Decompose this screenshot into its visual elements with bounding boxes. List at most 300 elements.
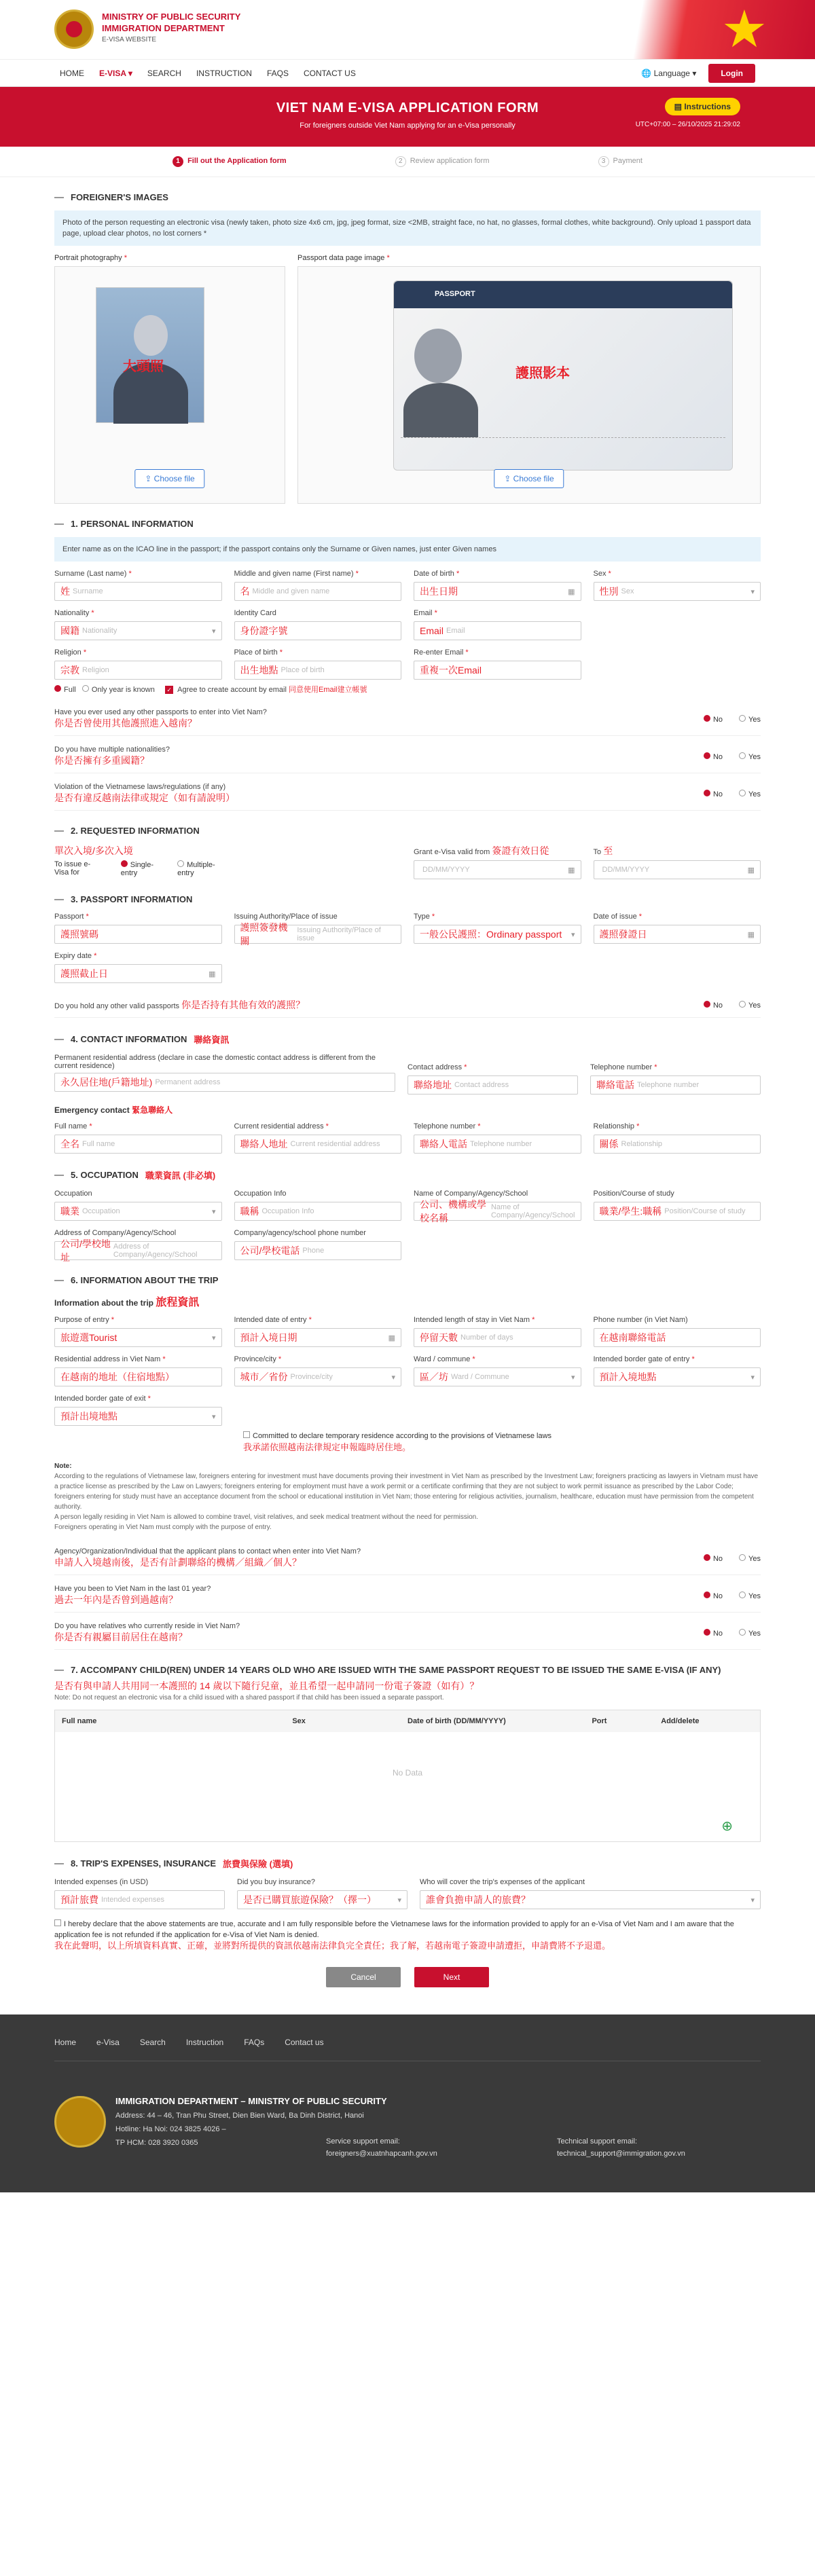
no-option[interactable]: No	[704, 1554, 723, 1563]
passport-field	[234, 913, 402, 944]
progress-steps	[0, 147, 815, 177]
footer-evisa[interactable]: e-Visa	[96, 2038, 120, 2047]
tech-email[interactable]: technical_support@immigration.gov.vn	[557, 2150, 685, 2158]
field-label: Nationality *	[54, 609, 94, 617]
question-zh: 你是否有親屬目前居住在越南？	[54, 1632, 187, 1642]
field-icon: ▾	[750, 1373, 755, 1382]
instructions-button[interactable]	[665, 98, 740, 115]
phone-value: 聯絡電話	[596, 1080, 634, 1090]
children-title-zh: 是否有與申請人共用同一本護照的 14 歲以下隨行兒童，並且希望一起申請同一份電子簽證（如有）？	[54, 1680, 479, 1691]
note-item-2: A person legally residing in Viet Nam is allowed to combine travel, visit relatives, and seek medical treatment without the need for permission.	[54, 1513, 479, 1521]
field-input[interactable]	[234, 661, 402, 680]
trip-field	[54, 1355, 222, 1386]
note-title: Note:	[54, 1462, 72, 1470]
field-placeholder: Ward / Commune	[451, 1373, 509, 1381]
field-value: 職業	[60, 1206, 79, 1217]
field-label: Ward / commune *	[414, 1355, 475, 1363]
yes-no-question	[54, 1579, 761, 1613]
upload-icon: ⇪	[145, 474, 152, 483]
field-icon: ▦	[209, 970, 216, 978]
no-option[interactable]: No	[704, 790, 723, 798]
no-option[interactable]	[704, 1001, 723, 1010]
page-subtitle: For foreigners outside Viet Nam applying for an e-Visa personally	[300, 122, 515, 130]
field-placeholder: Place of birth	[280, 666, 325, 674]
login-button[interactable]: Login	[708, 64, 755, 83]
field-placeholder: Telephone number	[470, 1140, 532, 1148]
book-icon: ▤	[674, 102, 682, 111]
field-placeholder: Full name	[82, 1140, 115, 1148]
footer-search[interactable]: Search	[139, 2038, 166, 2047]
trip-field	[234, 1355, 402, 1386]
field-label: Current residential address *	[234, 1122, 329, 1130]
images-section: FOREIGNER'S IMAGES Photo of the person requesting an electronic visa (newly taken, photo size 4x6 cm, jpg, jpeg format, size <2MB, straight face, no hat, no glasses, formal clothes, white background). Only upload 1 passport data page, upload clear photos, no lost corners * Portrait photography * 大頭照 ⇪ Choose file Passport data page image * PASSPORT 護照影本 ⇪ Choose file	[54, 192, 761, 504]
question-zh: 申請人入境越南後，是否有計劃聯絡的機構／組織／個人？	[54, 1557, 302, 1568]
passport-field	[54, 913, 222, 944]
field-input[interactable]	[414, 1199, 581, 1223]
field-label: Surname (Last name) *	[54, 570, 132, 578]
field-icon: ▦	[568, 587, 575, 596]
declare-text: I hereby declare that the above statements are true, accurate and I am fully responsible before the Vietnamese laws for the information provided to apply for an e-Visa of Viet Nam and I am aware that the application fee is not refunded if the application for e-Visa of Viet Nam is denied.	[54, 1920, 734, 1939]
field-input[interactable]	[414, 661, 581, 680]
question-zh: 過去一年內是否曾到過越南？	[54, 1594, 178, 1605]
col-port: Port	[592, 1717, 607, 1725]
field-value: 重複一次Email	[420, 665, 482, 676]
personal-section	[54, 519, 761, 811]
field-placeholder: Email	[446, 627, 465, 635]
page-title: VIET NAM E-VISA APPLICATION FORM	[276, 100, 539, 115]
language-label: Language ▾	[653, 68, 697, 78]
field-icon: ▾	[570, 930, 575, 939]
field-value: 全名	[60, 1139, 79, 1149]
choose-label: Choose file	[153, 474, 195, 483]
field-icon: ▾	[211, 1333, 216, 1342]
field-input[interactable]	[414, 1328, 581, 1347]
field-input[interactable]	[234, 922, 402, 946]
field-input[interactable]	[234, 1241, 402, 1260]
yes-option[interactable]: Yes	[739, 1629, 761, 1638]
passport-box	[297, 266, 761, 504]
field-input[interactable]	[54, 582, 222, 601]
field-input[interactable]	[594, 1135, 761, 1154]
yes-option[interactable]: Yes	[739, 715, 761, 724]
to-zh: 至	[603, 845, 613, 856]
globe-icon: 🌐	[641, 68, 652, 78]
portrait-box	[54, 266, 285, 504]
footer-contact[interactable]: Contact us	[285, 2038, 324, 2047]
personal-field	[234, 609, 402, 640]
server-time: UTC+07:00 – 26/10/2025 21:29:02	[635, 121, 740, 128]
field-input[interactable]	[237, 1890, 408, 1909]
field-icon: ▾	[391, 1373, 395, 1382]
agree-checkbox[interactable]: ✓	[165, 686, 173, 694]
field-icon: ▾	[750, 587, 755, 596]
yes-option[interactable]: Yes	[739, 752, 761, 761]
field-label: Who will cover the trip's expenses of the applicant	[420, 1878, 585, 1886]
field-label: Position/Course of study	[593, 1190, 674, 1198]
field-value: Email	[420, 625, 444, 636]
add-child-icon[interactable]: ⊕	[721, 1819, 733, 1834]
declare-zh: 我在此聲明，以上所填資料真實、正確，並將對所提供的資訊依越南法律負完全責任；我了解，若越南電子簽證申請遭拒，申請費將不予退還。	[54, 1940, 611, 1951]
to-issue-label: To issue e-Visa for	[54, 860, 91, 877]
commit-label: Committed to declare temporary residence according to the provisions of Vietnamese laws	[253, 1432, 552, 1440]
grant-from-input[interactable]: DD/MM/YYYY ▦	[414, 860, 581, 879]
nav-home[interactable]: HOME	[60, 68, 84, 78]
question-text: Do you have multiple nationalities?	[54, 746, 170, 754]
field-placeholder: Middle and given name	[252, 587, 330, 595]
dob-year-label: Only year is known	[91, 686, 155, 694]
expenses-title: 8. TRIP'S EXPENSES, INSURANCE	[71, 1858, 217, 1869]
field-value: 一般公民護照：Ordinary passport	[420, 929, 562, 940]
personal-field	[414, 648, 581, 680]
field-input[interactable]	[54, 1238, 222, 1263]
field-value: 宗教	[60, 665, 79, 676]
question-text: Do you have relatives who currently reside in Viet Nam?	[54, 1622, 240, 1630]
step-2-label: Review application form	[410, 157, 490, 165]
field-placeholder: Province/city	[290, 1373, 333, 1381]
contact-address-input[interactable]	[408, 1075, 578, 1094]
brand	[102, 11, 240, 45]
grant-to-input[interactable]: DD/MM/YYYY ▦	[594, 860, 761, 879]
cancel-button[interactable]: Cancel	[326, 1967, 401, 1987]
field-input[interactable]	[54, 1135, 222, 1154]
field-placeholder: Number of days	[460, 1333, 513, 1342]
agree-zh: 同意使用Email建立帳號	[289, 686, 367, 694]
field-value: 性別	[599, 586, 619, 597]
to-label: To	[593, 848, 602, 856]
field-value: 是否已購買旅遊保險？（擇一）	[243, 1894, 376, 1905]
permanent-value: 永久居住地(戶籍地址)	[60, 1077, 153, 1088]
field-placeholder: Phone	[302, 1247, 325, 1255]
field-input[interactable]	[594, 925, 761, 944]
field-placeholder: Relationship	[621, 1140, 663, 1148]
field-label: Date of birth *	[414, 570, 460, 578]
note-item-3: Foreigners operating in Viet Nam must comply with the purpose of entry.	[54, 1524, 272, 1531]
phone-placeholder: Telephone number	[637, 1081, 700, 1089]
main-nav	[0, 60, 815, 87]
footer-emblem	[54, 2096, 106, 2148]
col-add-delete: Add/delete	[661, 1717, 700, 1725]
grant-zh: 簽證有效日從	[492, 845, 549, 856]
occupation-field	[234, 1190, 402, 1221]
contact-title: 4. CONTACT INFORMATION	[71, 1034, 187, 1044]
field-label: Name of Company/Agency/School	[414, 1190, 528, 1198]
field-input[interactable]	[54, 925, 222, 944]
trip-about-zh: 旅程資訊	[156, 1297, 200, 1308]
field-value: 護照截止日	[60, 968, 108, 979]
field-placeholder: Religion	[82, 666, 109, 674]
field-input[interactable]	[54, 1202, 222, 1221]
trip-field	[594, 1316, 761, 1347]
commit-zh: 我承諾依照越南法律規定申報臨時居住地。	[243, 1442, 412, 1452]
department-name: IMMIGRATION DEPARTMENT	[102, 23, 225, 33]
question-text: Have you been to Viet Nam in the last 01 year?	[54, 1585, 211, 1593]
field-value: 關係	[599, 1139, 619, 1149]
field-input[interactable]	[594, 582, 761, 601]
field-label: Intended border gate of exit *	[54, 1395, 151, 1403]
field-icon: ▾	[397, 1896, 401, 1905]
field-input[interactable]	[234, 1135, 402, 1154]
personal-field	[414, 570, 581, 601]
step-2: 2 Review application form	[395, 156, 490, 167]
passport-choose-file-button[interactable]	[494, 469, 564, 488]
field-input[interactable]	[594, 1328, 761, 1347]
grant-to-placeholder: DD/MM/YYYY	[602, 866, 650, 874]
field-input[interactable]	[54, 1328, 222, 1347]
passport-section	[54, 894, 761, 1018]
field-value: 預計出境地點	[60, 1411, 117, 1422]
passport-sample-label: PASSPORT	[435, 290, 475, 298]
field-value: 護照發證日	[599, 929, 647, 940]
passport-overlay: 護照影本	[515, 366, 570, 381]
yes-option[interactable]: Yes	[739, 1554, 761, 1563]
portrait-choose-file-button[interactable]	[134, 469, 204, 488]
field-input[interactable]	[54, 621, 222, 640]
passport-field	[414, 913, 581, 944]
field-input[interactable]	[54, 1407, 222, 1426]
field-value: 護照簽發機關	[240, 922, 288, 946]
field-placeholder: Occupation	[82, 1207, 120, 1215]
children-title: 7. ACCOMPANY CHILD(REN) UNDER 14 YEARS OLD WHO ARE ISSUED WITH THE SAME PASSPORT REQUEST TO BE ISSUED THE SAME E-VISA (IF ANY)	[71, 1665, 721, 1675]
field-input[interactable]	[414, 582, 581, 601]
field-value: 職業/學生:職稱	[599, 1206, 662, 1217]
field-value: 停留天數	[420, 1332, 458, 1343]
field-input[interactable]	[594, 1367, 761, 1386]
col-sex: Sex	[292, 1717, 306, 1725]
field-label: Intended length of stay in Viet Nam *	[414, 1316, 535, 1324]
field-label: Occupation	[54, 1190, 92, 1198]
children-section	[54, 1665, 761, 1842]
flag-decoration	[598, 0, 815, 60]
field-label: Phone number (in Viet Nam)	[593, 1316, 688, 1324]
field-label: Intended expenses (in USD)	[54, 1878, 149, 1886]
field-label: Identity Card	[234, 609, 276, 617]
field-value: 預計入境日期	[240, 1332, 297, 1343]
permanent-placeholder: Permanent address	[155, 1078, 221, 1086]
no-option[interactable]: No	[704, 1591, 723, 1600]
service-label: Service support email:	[326, 2137, 400, 2146]
field-label: Religion *	[54, 648, 87, 657]
field-label: Email *	[414, 609, 437, 617]
occupation-title-zh: 職業資訊 (非必填)	[145, 1171, 216, 1181]
field-input[interactable]	[234, 1328, 402, 1347]
field-input[interactable]	[234, 621, 402, 640]
passport-field	[594, 913, 761, 944]
field-input[interactable]	[54, 661, 222, 680]
ministry-name: MINISTRY OF PUBLIC SECURITY	[102, 12, 241, 22]
field-value: 城市／省份	[240, 1372, 288, 1382]
language-selector[interactable]	[641, 69, 696, 78]
field-label: Expiry date *	[54, 952, 97, 960]
footer-hotline: Hotline: Ha Noi: 024 3825 4026 –	[115, 2125, 226, 2133]
personal-field	[54, 609, 222, 640]
field-label: Occupation Info	[234, 1190, 287, 1198]
field-value: 區／坊	[420, 1372, 448, 1382]
no-data-label: No Data	[392, 1768, 423, 1778]
question-text: Violation of the Vietnamese laws/regulations (if any)	[54, 783, 226, 791]
field-input[interactable]	[594, 1202, 761, 1221]
field-placeholder: Address of Company/Agency/School	[113, 1243, 198, 1259]
expenses-field	[237, 1878, 408, 1909]
nav-evisa[interactable]: E-VISA ▾	[99, 68, 132, 78]
field-placeholder: Issuing Authority/Place of issue	[297, 926, 381, 942]
personal-field	[594, 609, 761, 640]
field-label: Address of Company/Agency/School	[54, 1229, 177, 1237]
images-title: FOREIGNER'S IMAGES	[71, 192, 168, 202]
personal-title: 1. PERSONAL INFORMATION	[71, 519, 194, 529]
service-email[interactable]: foreigners@xuatnhapcanh.gov.vn	[326, 2150, 437, 2158]
tech-support	[557, 2135, 685, 2160]
trip-field	[54, 1395, 222, 1426]
other-passport-text: Do you hold any other valid passports	[54, 1002, 180, 1010]
field-icon: ▦	[747, 930, 755, 939]
multiple-entry-option[interactable]	[177, 860, 221, 877]
field-input[interactable]	[414, 621, 581, 640]
field-input[interactable]	[420, 1890, 761, 1909]
portrait-label: Portrait photography	[54, 254, 122, 262]
field-icon: ▦	[388, 1333, 395, 1342]
question-text: Have you ever used any other passports to enter into Viet Nam?	[54, 708, 267, 716]
step-3: 3 Payment	[598, 156, 642, 167]
no-option[interactable]: No	[704, 715, 723, 724]
contact-section: 4. CONTACT INFORMATION 聯絡資訊 Permanent residential address (declare in case the domestic contact address is different from the current residence) 永久居住地(戶籍地址) Permanent address Contact address * 聯絡地址 Contact address Telephone number * 聯絡電話 Telephone number Emergency contact 緊急聯絡人 Full name * 全名 Full name Current residential address * 聯絡人地址 Current residential address Telephone number * 聯絡人電話 Telephone number Relationship * 關係 Relationship	[54, 1033, 761, 1154]
field-input[interactable]	[414, 1135, 581, 1154]
other-passport-question	[54, 993, 761, 1018]
field-value: 身份證字號	[240, 625, 288, 636]
field-icon: ▾	[211, 1412, 216, 1421]
requested-title: 2. REQUESTED INFORMATION	[71, 826, 200, 836]
multiple-entry-label: Multiple-entry	[177, 861, 215, 877]
footer-faqs[interactable]: FAQs	[244, 2038, 265, 2047]
emergency-heading	[54, 1104, 761, 1116]
field-input[interactable]	[54, 1367, 222, 1386]
occupation-field	[234, 1229, 402, 1260]
commit-box	[243, 1431, 569, 1453]
field-icon: ▾	[570, 1373, 575, 1382]
yes-no-question	[54, 703, 761, 736]
hero-banner	[0, 87, 815, 147]
nav-faqs[interactable]: FAQS	[266, 68, 289, 78]
passport-field	[54, 952, 222, 983]
top-header	[0, 0, 815, 60]
col-full-name: Full name	[62, 1717, 97, 1725]
declare-checkbox[interactable]	[54, 1919, 61, 1926]
contact-address-placeholder: Contact address	[454, 1081, 509, 1089]
nav-search[interactable]: SEARCH	[147, 68, 181, 78]
personal-field	[414, 609, 581, 640]
upload-icon: ⇪	[504, 474, 511, 483]
contact-address-value: 聯絡地址	[414, 1080, 452, 1090]
footer-hcm: TP HCM: 028 3920 0365	[115, 2139, 198, 2147]
field-value: 出生地點	[240, 665, 278, 676]
field-input[interactable]	[54, 964, 222, 983]
single-multi-zh: 單次入境/多次入境	[54, 845, 133, 856]
contact-title-zh: 聯絡資訊	[194, 1035, 230, 1045]
declaration	[54, 1919, 761, 1952]
trip-field	[594, 1355, 761, 1386]
personal-field	[234, 648, 402, 680]
trip-field	[234, 1316, 402, 1347]
commit-checkbox[interactable]	[243, 1431, 250, 1438]
field-value: 旅遊選Tourist	[60, 1332, 117, 1343]
field-input[interactable]	[414, 1367, 581, 1386]
field-input[interactable]	[54, 1890, 225, 1909]
field-placeholder: Surname	[73, 587, 103, 595]
question-text: Agency/Organization/Individual that the applicant plans to contact when enter into Viet Nam?	[54, 1547, 361, 1556]
field-label: Intended date of entry *	[234, 1316, 312, 1324]
field-label: Telephone number *	[414, 1122, 481, 1130]
emergency-field	[234, 1122, 402, 1154]
next-button[interactable]: Next	[414, 1967, 489, 1987]
occupation-field	[594, 1190, 761, 1221]
nav-instruction[interactable]: INSTRUCTION	[196, 68, 252, 78]
yes-option[interactable]	[739, 1001, 761, 1010]
field-input[interactable]	[234, 582, 402, 601]
personal-note: Enter name as on the ICAO line in the passport; if the passport contains only the Surname or Given names, just enter Given names	[54, 537, 761, 562]
yes-no-question	[54, 1542, 761, 1575]
yes-option[interactable]: Yes	[739, 790, 761, 798]
dob-full-radio[interactable]	[54, 685, 61, 692]
expenses-title-zh: 旅費與保險 (選填)	[223, 1859, 293, 1869]
contact-address-label: Contact address	[408, 1063, 463, 1071]
field-label: Company/agency/school phone number	[234, 1229, 366, 1237]
question-zh: 你是否擁有多重國籍？	[54, 755, 149, 766]
field-label: Type *	[414, 913, 435, 921]
trip-title: 6. INFORMATION ABOUT THE TRIP	[71, 1275, 219, 1285]
star-icon: ★	[721, 1, 767, 58]
occupation-field	[54, 1190, 222, 1221]
nav-contact[interactable]: CONTACT US	[303, 68, 356, 78]
field-label: Did you buy insurance?	[237, 1878, 315, 1886]
footer-address: Address: 44 – 46, Tran Phu Street, Dien Bien Ward, Ba Dinh District, Hanoi	[115, 2112, 364, 2120]
field-icon: ▾	[211, 1207, 216, 1216]
yes-option[interactable]: Yes	[739, 1591, 761, 1600]
trip-field	[414, 1355, 581, 1386]
field-input[interactable]	[414, 925, 581, 944]
trip-field	[414, 1316, 581, 1347]
footer-home[interactable]: Home	[54, 2038, 77, 2047]
emergency-field	[414, 1122, 581, 1154]
dob-year-radio[interactable]	[82, 685, 89, 692]
single-entry-option[interactable]	[121, 860, 161, 877]
occupation-section	[54, 1169, 761, 1263]
no-option[interactable]: No	[704, 1629, 723, 1638]
expenses-field	[420, 1878, 761, 1909]
field-value: 在越南聯絡電話	[599, 1332, 666, 1343]
footer-org: IMMIGRATION DEPARTMENT – MINISTRY OF PUBLIC SECURITY	[115, 2096, 387, 2106]
no-option[interactable]: No	[704, 752, 723, 761]
other-passport-zh: 你是否持有其他有效的護照？	[181, 999, 306, 1010]
single-entry-label: Single-entry	[120, 861, 153, 877]
footer-instruction[interactable]: Instruction	[185, 2038, 224, 2047]
field-input[interactable]	[234, 1367, 402, 1386]
field-value: 國籍	[60, 625, 79, 636]
field-value: 姓	[60, 586, 70, 597]
no-label: No	[712, 1001, 723, 1010]
field-placeholder: Intended expenses	[101, 1896, 164, 1904]
trip-about-label: Information about the trip	[54, 1298, 153, 1308]
permanent-address-input[interactable]	[54, 1073, 395, 1092]
phone-input[interactable]	[590, 1075, 761, 1094]
images-note: Photo of the person requesting an electronic visa (newly taken, photo size 4x6 cm, jpg, jpeg format, size <2MB, straight face, no hat, no glasses, formal clothes, white background). Only upload 1 passport data page, upload clear photos, no lost corners *	[54, 210, 761, 246]
field-value: 在越南的地址（住宿地點）	[60, 1372, 175, 1382]
field-input[interactable]	[234, 1202, 402, 1221]
step-1-label: Fill out the Application form	[187, 157, 287, 165]
field-placeholder: Sex	[621, 587, 634, 595]
note-item-1: According to the regulations of Vietnamese law, foreigners entering for investment must have documents proving their investment in Viet Nam as prescribed by the Investment Law; foreigners practicing as lawyers in Vietnam must have a practice license as prescribed by the Law on Lawyers; foreigners entering for employment must have a work permit or a certificate confirming that they are not subject to work permit issuance as prescribed by the Labor Code; foreigners entering for study must have an acceptance document from the school or educational institution in Viet Nam; those entering for religious activities, journalism, healthcare, education must have permission from the competent authority.	[54, 1473, 759, 1511]
children-note: Note: Do not request an electronic visa for a child issued with a shared passport if that child has been issued a separate passport.	[54, 1694, 444, 1701]
field-value: 公司/學校電話	[240, 1245, 300, 1256]
field-label: Issuing Authority/Place of issue	[234, 913, 338, 921]
